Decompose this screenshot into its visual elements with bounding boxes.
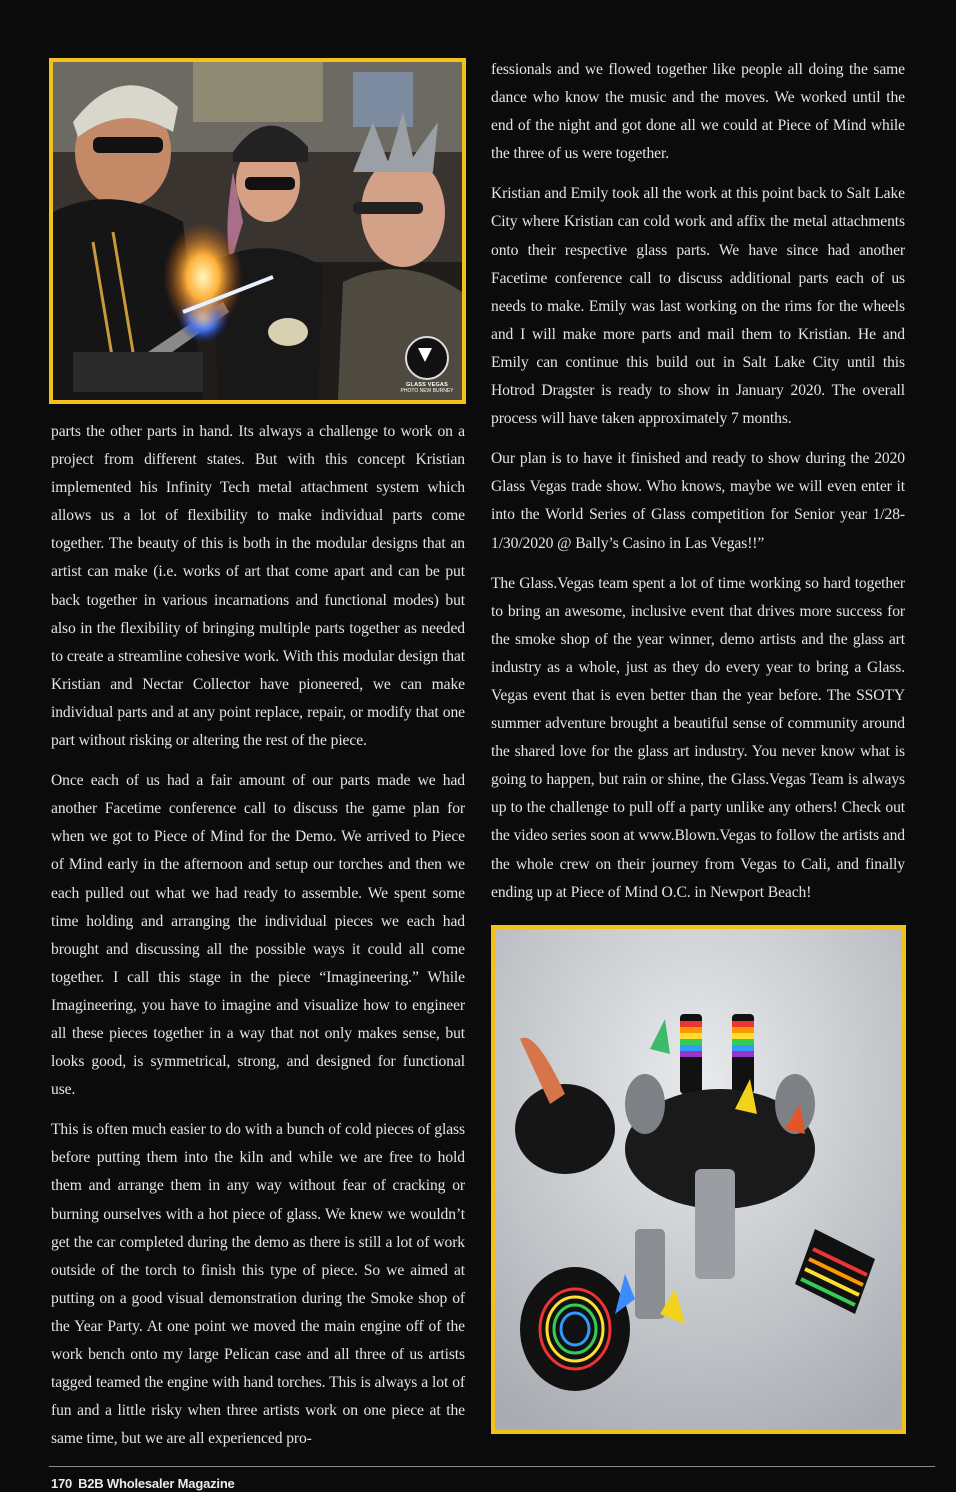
article-column-left: [51, 418, 465, 1465]
paragraph: fessionals and we flowed together like people all doing the same dance who know the music and the moves. We worked until the end of the night and got done all we could at Piece of Mind while the three of us were together.: [491, 61, 905, 163]
paragraph: Once each of us had a fair amount of our parts made we had another Facetime conference call to discuss the game plan for when we got to Piece of Mind for the Demo. We arrived to Piece of Mind early in the afternoon and setup our torches and then we each pulled out what we had ready to assemble. We spent some time holding and arranging the individual pieces we each had brought and discussing all the possible ways it could all come together. I call this stage in the piece “Imagineering.” While Imagineering, you have to imagine and visualize how to engineer all these pieces together in a way that not only makes sense, but looks good, is symmetrical, strong, and designed for functional use.: [51, 772, 465, 1099]
glass-vegas-watermark: [400, 336, 454, 394]
page-footer: [51, 1476, 235, 1491]
publication-name: B2B Wholesaler Magazine: [78, 1476, 235, 1491]
paragraph: parts the other parts in hand. Its always a challenge to work on a project from different states. But with this concept Kristian implemented his Infinity Tech metal attachment system which allows us a lot of flexibility to make individual parts come together. The beauty of this is both in the modular designs that an artist can make (i.e. works of art that come apart and can be put back together in various incarnations and functional modes) but also in the flexibility of bringing multiple parts together as needed to create a streamline cohesive work. With this modular design that Kristian and Nectar Collector have pioneered, we can make individual parts and at any point replace, repair, or modify that one part without risking or altering the rest of the piece.: [51, 423, 465, 750]
photo-glass-art-piece: [491, 925, 906, 1434]
paragraph: The Glass.Vegas team spent a lot of time working so hard together to bring an awesome, inclusive event that drives more success for the smoke shop of the year winner, demo artists and the glass art industry as a whole, just as they do every year to bring a Glass. Vegas event that is even better than the year before. The SSOTY summer adventure brought a beautiful sense of community around the shared love for the glass art industry. You never know what is going to happen, but rain or shine, the Glass.Vegas Team is always up to the challenge to pull off a party unlike any others! Check out the video series soon at www.Blown.Vegas to follow the artists and the whole crew on their journey from Vegas to Cali, and finally ending up at Piece of Mind O.C. in Newport Beach!: [491, 574, 905, 901]
page-number: 170: [51, 1476, 73, 1491]
glass-vegas-logo-icon: [405, 336, 449, 380]
photo-credit: PHOTO NEW BURNEY: [400, 388, 454, 394]
photo-glass-art: [495, 929, 902, 1430]
paragraph: This is often much easier to do with a bunch of cold pieces of glass before putting them into the kiln and while we are free to hold them and arrange them in any way without fear of cracking or burning ourselves with a hot piece of glass. We knew we wouldn’t get the car completed during the demo as there is still a lot of work outside of the torch to finish this type of piece. So we aimed at putting on a good visual demonstration during the Smoke shop of the Year Party. At one point we moved the main engine off of the work bench onto my large Pelican case and all three of us artists tagged teamed the engine with hand torches. This is always a lot of fun and a little risky when three artists work on one piece at the same time, but we are all experienced pro-: [51, 1121, 465, 1448]
footer-rule: [49, 1466, 935, 1467]
watermark-text: GLASS VEGAS: [406, 382, 448, 388]
paragraph: Kristian and Emily took all the work at this point back to Salt Lake City where Kristian can cold work and affix the metal attachments onto their respective glass parts. We have since had another Facetime conference call to discuss additional parts each of us needs to make. Emily was last working on the rims for the wheels and I will make more parts and mail them to Kristian. He and Emily can continue this build out in Salt Lake City until this Hotrod Dragster is ready to show in January 2020. The overall process will have taken approximately 7 months.: [491, 185, 905, 428]
paragraph: Our plan is to have it finished and ready to show during the 2020 Glass Vegas trade show. Who knows, maybe we will even enter it into the World Series of Glass competition for Senior year 1/28-1/30/2020 @ Bally’s Casino in Las Vegas!!”: [491, 450, 905, 552]
article-column-right: [491, 56, 905, 919]
photo-glassblowing-demo: [49, 58, 466, 404]
